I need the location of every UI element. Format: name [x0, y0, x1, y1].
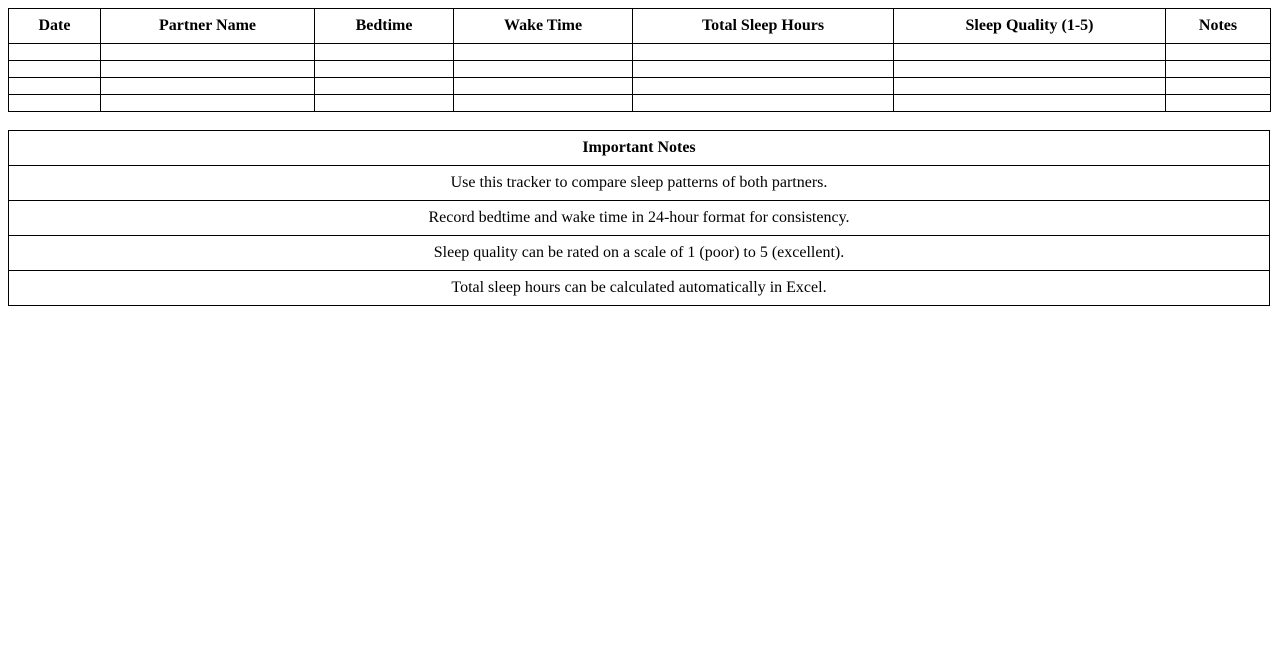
table-cell [101, 61, 315, 78]
table-cell [1166, 95, 1271, 112]
table-cell [454, 78, 633, 95]
important-notes-table [8, 130, 1270, 306]
table-cell [894, 95, 1166, 112]
table-cell [9, 44, 101, 61]
table-cell [454, 61, 633, 78]
table-cell [9, 61, 101, 78]
table-cell [894, 61, 1166, 78]
table-cell [454, 44, 633, 61]
sleep-tracker-table [8, 8, 1271, 112]
table-cell [101, 95, 315, 112]
table-cell [1166, 78, 1271, 95]
note-row [9, 236, 1270, 271]
table-row [9, 78, 1271, 95]
table-cell [633, 44, 894, 61]
notes-header-row [9, 131, 1270, 166]
table-cell [315, 78, 454, 95]
table-cell [9, 95, 101, 112]
note-row [9, 271, 1270, 306]
notes-body [9, 166, 1270, 306]
note-item: Use this tracker to compare sleep patterns of both partners. [9, 166, 1270, 201]
column-header-wake-time: Wake Time [454, 9, 633, 44]
table-cell [9, 78, 101, 95]
table-cell [633, 78, 894, 95]
table-cell [315, 95, 454, 112]
table-cell [894, 78, 1166, 95]
table-cell [633, 95, 894, 112]
note-item: Total sleep hours can be calculated automatically in Excel. [9, 271, 1270, 306]
column-header-total-sleep-hours: Total Sleep Hours [633, 9, 894, 44]
table-row [9, 95, 1271, 112]
note-row [9, 166, 1270, 201]
table-cell [454, 95, 633, 112]
table-cell [894, 44, 1166, 61]
table-row [9, 44, 1271, 61]
page-content [8, 8, 1270, 306]
table-cell [1166, 44, 1271, 61]
note-item: Sleep quality can be rated on a scale of 1 (poor) to 5 (excellent). [9, 236, 1270, 271]
table-row [9, 61, 1271, 78]
column-header-sleep-quality: Sleep Quality (1-5) [894, 9, 1166, 44]
table-cell [101, 44, 315, 61]
note-row [9, 201, 1270, 236]
header-row [9, 9, 1271, 44]
table-cell [633, 61, 894, 78]
table-cell [315, 61, 454, 78]
table-cell [1166, 61, 1271, 78]
table-header [9, 9, 1271, 44]
table-cell [101, 78, 315, 95]
table-cell [315, 44, 454, 61]
notes-title: Important Notes [9, 131, 1270, 166]
note-item: Record bedtime and wake time in 24-hour format for consistency. [9, 201, 1270, 236]
notes-header [9, 131, 1270, 166]
table-body [9, 44, 1271, 112]
column-header-partner-name: Partner Name [101, 9, 315, 44]
column-header-bedtime: Bedtime [315, 9, 454, 44]
column-header-date: Date [9, 9, 101, 44]
column-header-notes: Notes [1166, 9, 1271, 44]
